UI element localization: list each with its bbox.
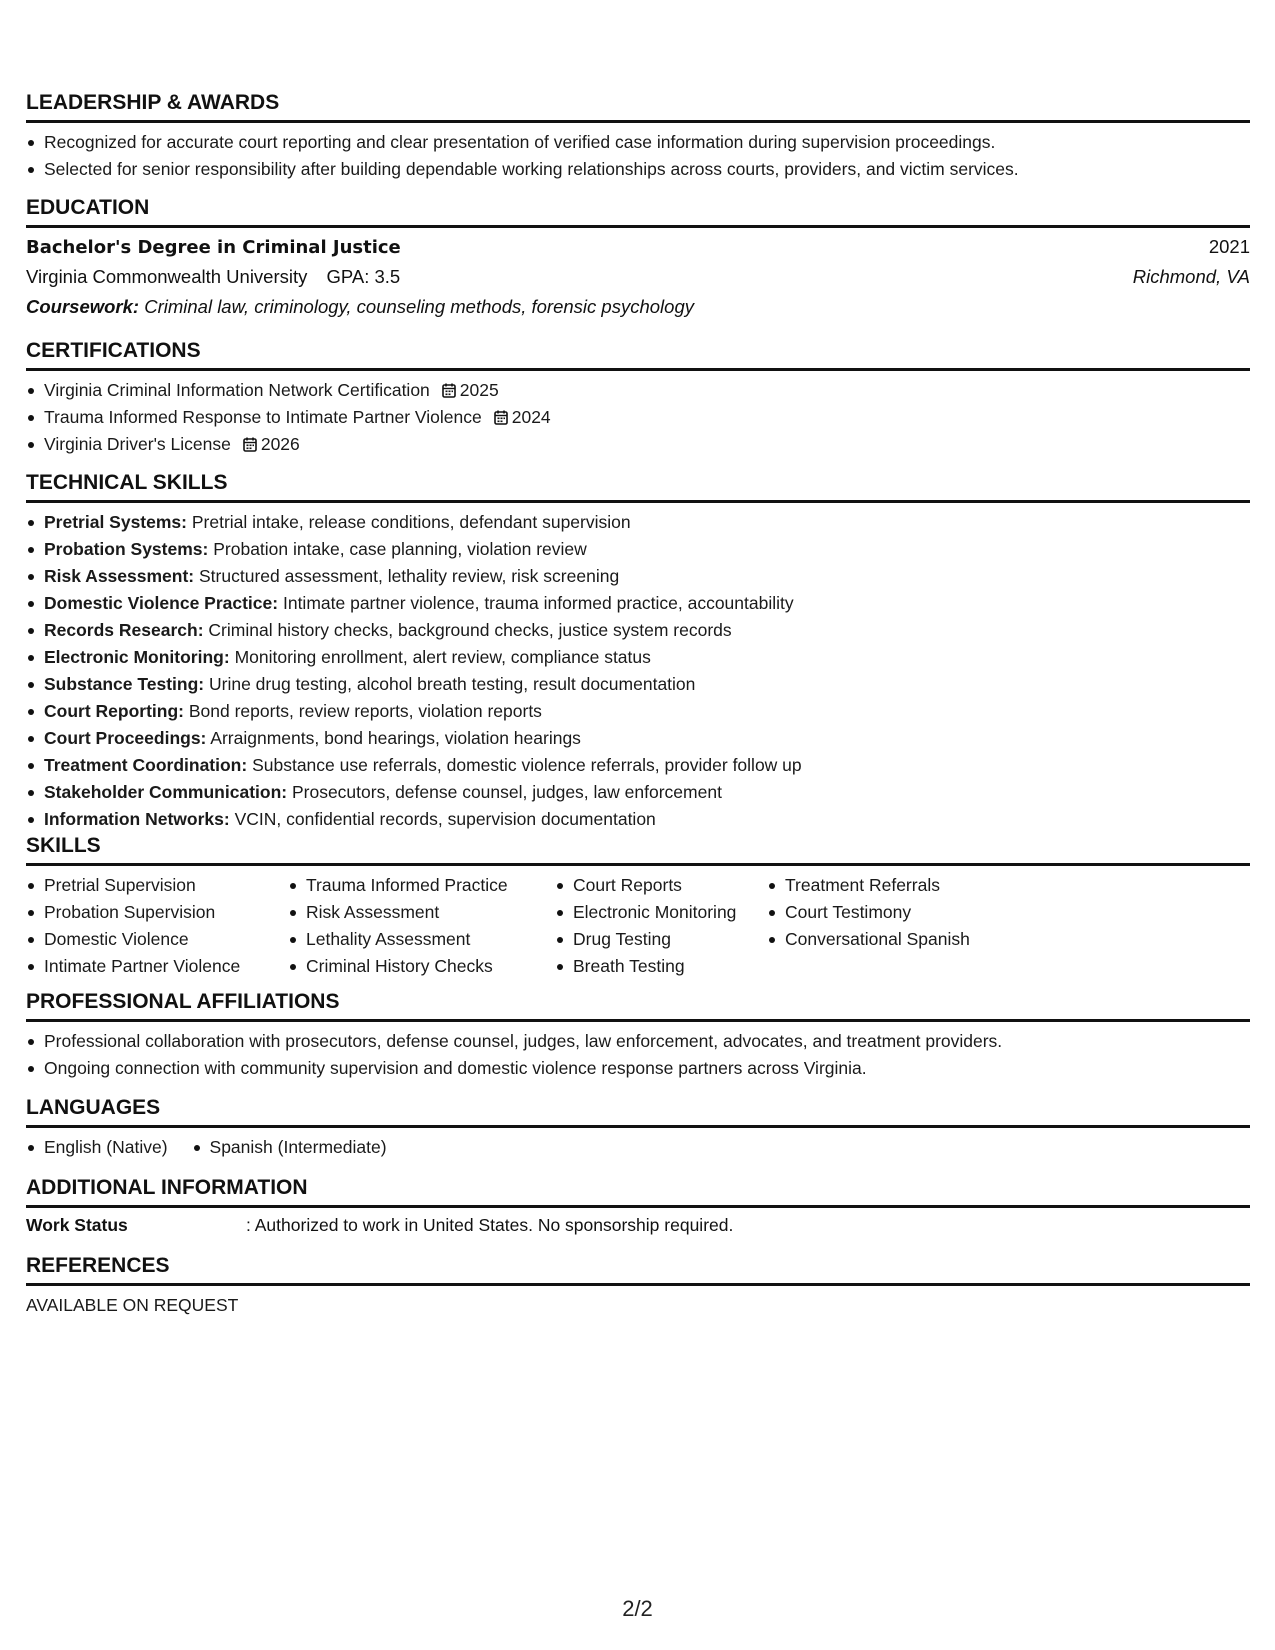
list-item: Court Reports: [573, 872, 763, 899]
list-item: Spanish (Intermediate): [210, 1134, 387, 1161]
languages-list: [26, 1134, 168, 1161]
skill-text: Bond reports, review reports, violation reports: [188, 701, 542, 721]
skill-text: Urine drug testing, alcohol breath testing, result documentation: [209, 674, 696, 694]
coursework-text: Criminal law, criminology, counseling methods, forensic psychology: [144, 296, 694, 317]
skill-label: Information Networks:: [44, 809, 230, 829]
degree-row: [26, 232, 1250, 262]
list-item: [44, 431, 1250, 458]
list-item: Recognized for accurate court reporting and clear presentation of verified case information during supervision proceedings.: [44, 129, 1250, 156]
skill-label: Treatment Coordination:: [44, 755, 248, 775]
section-references: [26, 1253, 1250, 1319]
list-item: Trauma Informed Practice: [306, 872, 551, 899]
skill-label: Stakeholder Communication:: [44, 782, 288, 802]
list-item: Drug Testing: [573, 926, 763, 953]
skill-label: Risk Assessment:: [44, 566, 195, 586]
list-item: [44, 563, 1250, 590]
affiliations-list: [26, 1028, 1250, 1082]
languages-row: [26, 1128, 1250, 1161]
list-item: [44, 698, 1250, 725]
list-item: Conversational Spanish: [785, 926, 1015, 953]
section-additional-information: [26, 1175, 1250, 1239]
graduation-year: 2021: [1208, 236, 1250, 257]
list-item: Professional collaboration with prosecutors, defense counsel, judges, law enforcement, advocates, and treatment providers.: [44, 1028, 1250, 1055]
work-status-label: Work Status: [26, 1215, 128, 1235]
list-item: Domestic Violence: [44, 926, 284, 953]
leadership-list: [26, 129, 1250, 183]
gpa: GPA: 3.5: [326, 266, 401, 287]
section-title: SKILLS: [26, 833, 1250, 866]
skill-label: Records Research:: [44, 620, 204, 640]
skills-column: [551, 872, 763, 980]
section-title: ADDITIONAL INFORMATION: [26, 1175, 1250, 1208]
section-education: [26, 195, 1250, 322]
list-item: Pretrial Supervision: [44, 872, 284, 899]
list-item: Court Testimony: [785, 899, 1015, 926]
cert-name: Trauma Informed Response to Intimate Partner Violence: [44, 407, 482, 427]
coursework-label: Coursework:: [26, 296, 140, 317]
page-number: 2/2: [622, 1596, 653, 1621]
list-item: [44, 590, 1250, 617]
skill-label: Court Proceedings:: [44, 728, 207, 748]
technical-skills-list: [26, 509, 1250, 833]
calendar-icon: [243, 437, 257, 452]
skill-label: Court Reporting:: [44, 701, 184, 721]
section-title: CERTIFICATIONS: [26, 338, 1250, 371]
work-status-row: [26, 1212, 1250, 1239]
cert-name: Virginia Criminal Information Network Certification: [44, 380, 430, 400]
skill-text: Pretrial intake, release conditions, defendant supervision: [191, 512, 631, 532]
calendar-icon: [494, 410, 508, 425]
section-languages: [26, 1095, 1250, 1161]
skill-text: Prosecutors, defense counsel, judges, law enforcement: [291, 782, 722, 802]
list-item: Electronic Monitoring: [573, 899, 763, 926]
list-item: Risk Assessment: [306, 899, 551, 926]
skill-label: Substance Testing:: [44, 674, 205, 694]
section-title: EDUCATION: [26, 195, 1250, 228]
list-item: English (Native): [44, 1134, 168, 1161]
list-item: [44, 779, 1250, 806]
skill-label: Domestic Violence Practice:: [44, 593, 279, 613]
list-item: Breath Testing: [573, 953, 763, 980]
school-row: [26, 262, 1250, 292]
languages-list: [168, 1134, 387, 1161]
certifications-list: [26, 377, 1250, 458]
list-item: [44, 752, 1250, 779]
skill-label: Probation Systems:: [44, 539, 209, 559]
skill-text: Substance use referrals, domestic violence referrals, provider follow up: [252, 755, 802, 775]
list-item: [44, 404, 1250, 431]
list-item: [44, 671, 1250, 698]
skills-column: [763, 872, 1015, 980]
list-item: [44, 617, 1250, 644]
skill-text: Structured assessment, lethality review, risk screening: [199, 566, 620, 586]
section-title: TECHNICAL SKILLS: [26, 470, 1250, 503]
section-affiliations: [26, 989, 1250, 1082]
section-skills: [26, 833, 1250, 980]
work-status-value: : Authorized to work in United States. No sponsorship required.: [246, 1215, 734, 1235]
section-title: REFERENCES: [26, 1253, 1250, 1286]
school-location: Richmond, VA: [1132, 266, 1250, 287]
list-item: [44, 725, 1250, 752]
skill-text: Monitoring enrollment, alert review, compliance status: [234, 647, 651, 667]
skill-label: Electronic Monitoring:: [44, 647, 230, 667]
section-title: PROFESSIONAL AFFILIATIONS: [26, 989, 1250, 1022]
list-item: [44, 644, 1250, 671]
skills-column: [26, 872, 284, 980]
list-item: [44, 509, 1250, 536]
skill-text: VCIN, confidential records, supervision documentation: [234, 809, 656, 829]
skill-text: Criminal history checks, background checks, justice system records: [208, 620, 732, 640]
degree-name: Bachelor's Degree in Criminal Justice: [26, 237, 401, 258]
skill-label: Pretrial Systems:: [44, 512, 187, 532]
coursework-row: [26, 292, 1250, 322]
skill-text: Probation intake, case planning, violation review: [213, 539, 587, 559]
list-item: Criminal History Checks: [306, 953, 551, 980]
list-item: [44, 536, 1250, 563]
cert-name: Virginia Driver's License: [44, 434, 231, 454]
list-item: Intimate Partner Violence: [44, 953, 284, 980]
skill-text: Intimate partner violence, trauma informed practice, accountability: [282, 593, 794, 613]
list-item: Treatment Referrals: [785, 872, 1015, 899]
skill-text: Arraignments, bond hearings, violation hearings: [210, 728, 581, 748]
list-item: [44, 806, 1250, 833]
section-title: LEADERSHIP & AWARDS: [26, 90, 1250, 123]
section-leadership: [26, 90, 1250, 183]
cert-year: 2024: [511, 407, 551, 427]
skills-columns: [26, 866, 1250, 980]
list-item: [44, 377, 1250, 404]
list-item: Selected for senior responsibility after building dependable working relationships across courts, providers, and victim services.: [44, 156, 1250, 183]
cert-year: 2025: [459, 380, 499, 400]
section-technical-skills: [26, 470, 1250, 833]
calendar-icon: [442, 383, 456, 398]
cert-year: 2026: [260, 434, 300, 454]
list-item: Ongoing connection with community supervision and domestic violence response partners across Virginia.: [44, 1055, 1250, 1082]
skills-column: [284, 872, 551, 980]
section-title: LANGUAGES: [26, 1095, 1250, 1128]
list-item: Probation Supervision: [44, 899, 284, 926]
references-text: AVAILABLE ON REQUEST: [26, 1295, 239, 1315]
list-item: Lethality Assessment: [306, 926, 551, 953]
school-name: Virginia Commonwealth University: [26, 266, 308, 287]
section-certifications: [26, 338, 1250, 458]
